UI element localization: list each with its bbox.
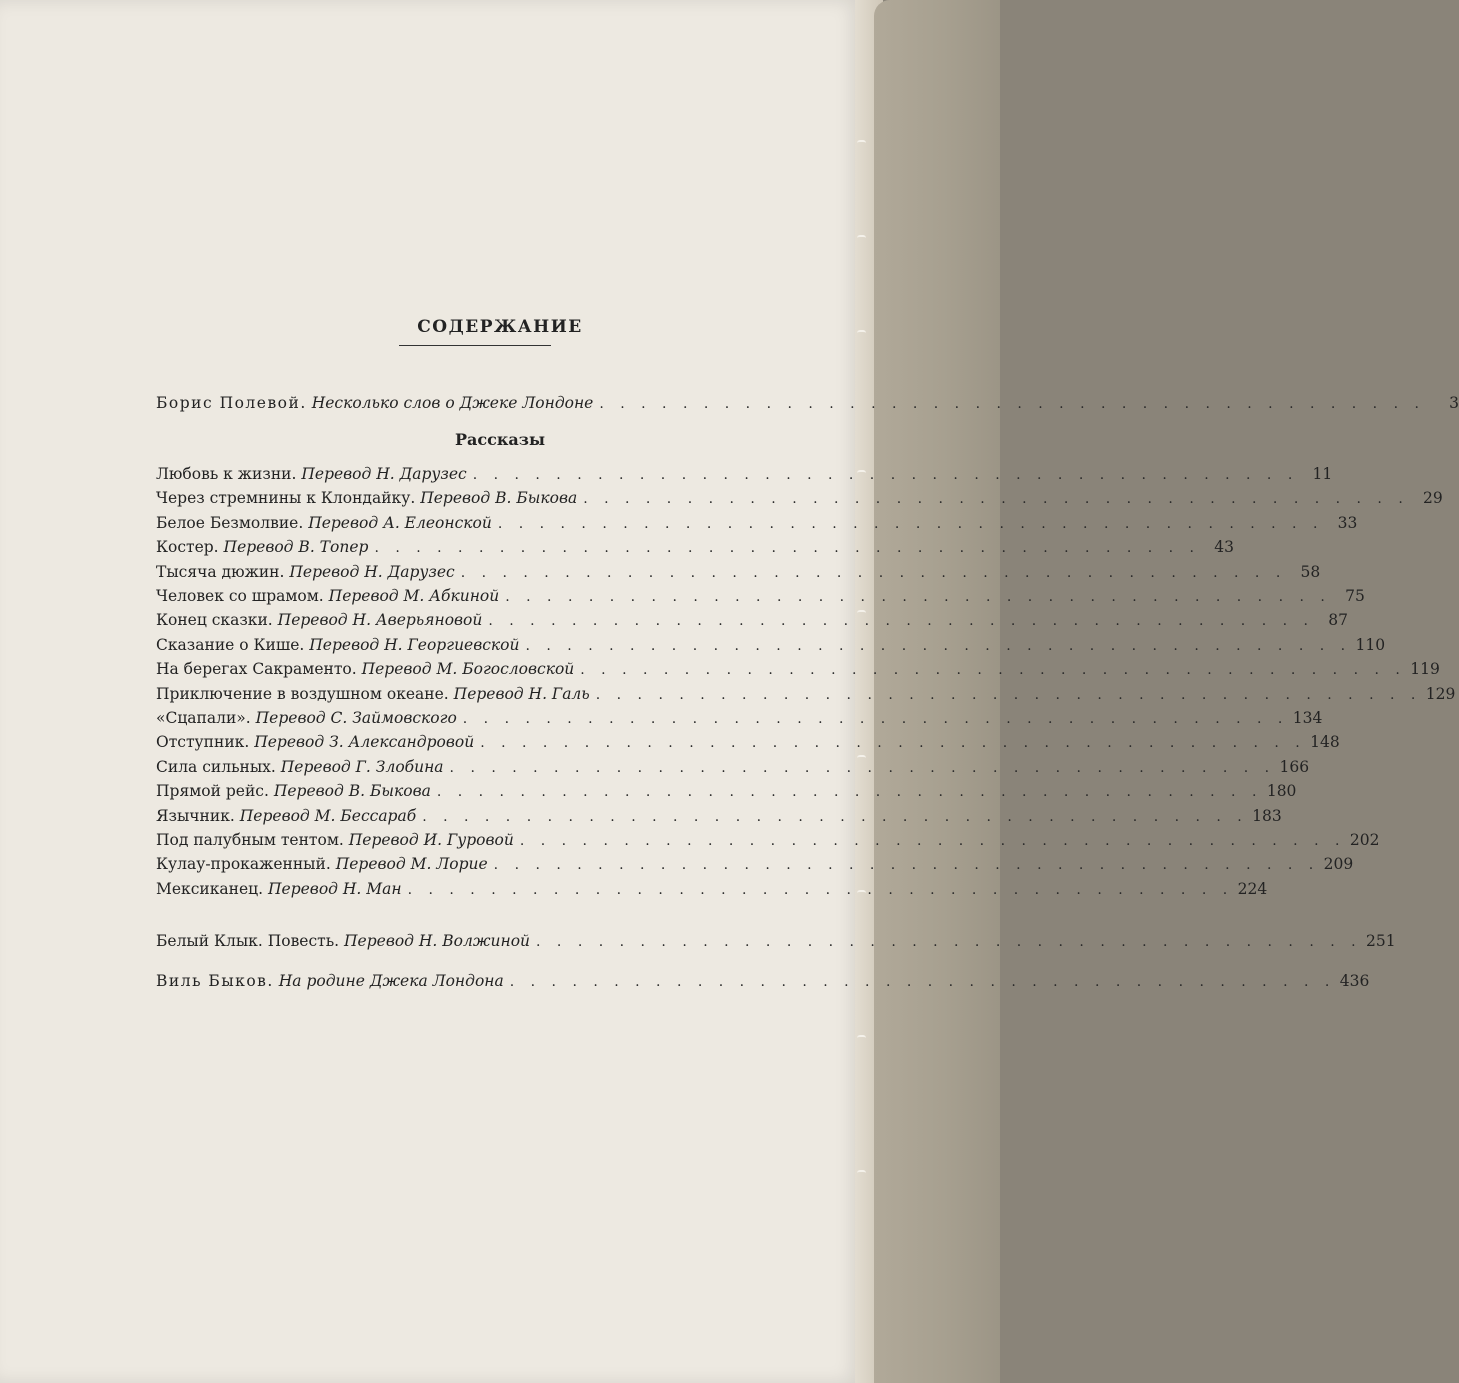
toc-entry-story (156, 660, 1440, 682)
toc-entry-story (156, 562, 1321, 585)
entry-title: Мексиканец. (156, 879, 264, 898)
entry-page: 129 (1425, 684, 1456, 703)
leader-dots: . . . . . . . . . . . . . . . . . . . . . . . . . . . . . . . . . . . . . . . . (374, 540, 1201, 557)
contents-title: СОДЕРЖАНИЕ (417, 317, 583, 337)
entry-translator: Перевод В. Топер (223, 538, 369, 557)
entry-translator: Перевод Н. Галь (453, 684, 590, 703)
toc-entry-story (156, 635, 1386, 658)
leader-dots: . . . . . . . . . . . . . . . . . . . . . . . . . . . . . . . . . . . . . . . . (493, 857, 1320, 874)
entry-page: 58 (1300, 562, 1321, 581)
entry-page: 43 (1214, 538, 1235, 557)
entry-translator: Перевод Н. Волжиной (344, 932, 531, 950)
entry-author: Виль Быков. (156, 972, 274, 990)
entry-page: 75 (1345, 587, 1365, 605)
entry-title: Тысяча дюжин. (156, 562, 285, 581)
leader-dots: . . . . . . . . . . . . . . . . . . . . . . . . . . . . . . . . . . . . . . . . (595, 686, 1422, 703)
binding-stitch (857, 1035, 866, 1041)
leader-dots: . . . . . . . . . . . . . . . . . . . . . . . . . . . . . . . . . . . . . . . . (407, 881, 1234, 898)
entry-translator: Перевод С. Займовского (255, 709, 457, 727)
entry-page: 436 (1339, 972, 1370, 990)
entry-title: Конец сказки. (156, 611, 273, 630)
entry-page: 110 (1355, 635, 1386, 654)
toc-entry-story (156, 855, 1354, 877)
entry-title: Язычник. (156, 806, 235, 825)
leader-dots: . . . . . . . . . . . . . . . . . . . . . . . . . . . . . . . . . . . . . . . . (488, 613, 1314, 630)
entry-translator: Перевод А. Елеонской (308, 513, 492, 532)
entry-title: Любовь к жизни. (156, 465, 297, 483)
leader-dots: . . . . . . . . . . . . . . . . . . . . . . . . . . . . . . . . . . . . . . . . (422, 808, 1248, 825)
entry-translator: Перевод М. Богословской (361, 660, 575, 679)
entry-page: 209 (1323, 855, 1354, 874)
entry-page: 202 (1349, 831, 1380, 849)
leader-dots: . . . . . . . . . . . . . . . . . . . . . . . . . . . . . . . . . . . . . . . . (436, 784, 1263, 801)
entry-title: Несколько слов о Джеке Лондоне (311, 394, 594, 412)
entry-translator: Перевод Н. Аверьяновой (277, 611, 483, 630)
entry-page: 119 (1410, 660, 1440, 679)
leader-dots: . . . . . . . . . . . . . . . . . . . . . . . . . . . . . . . . . . . . . . . . (505, 589, 1331, 605)
toc-entry-story (156, 513, 1358, 536)
toc-entry-story (156, 733, 1340, 755)
toc-entry-story (156, 489, 1443, 511)
leader-dots: . . . . . . . . . . . . . . . . . . . . . . . . . . . . . . . . . . . . . . . . (460, 564, 1287, 581)
entry-page: 134 (1292, 709, 1323, 727)
toc-entry-novel (156, 932, 1396, 954)
leader-dots: . . . . . . . . . . . . . . . . . . . . . . . . . . . . . . . . . . . . . . . . (580, 662, 1406, 679)
toc-entry-story (156, 684, 1456, 707)
entry-page: 148 (1310, 733, 1340, 752)
toc-entry-afterword (156, 972, 1370, 994)
entry-translator: Перевод Н. Дарузес (289, 562, 455, 581)
entry-author: Борис Полевой. (156, 394, 307, 412)
entry-title: Белое Безмолвие. (156, 513, 304, 532)
toc-entry-story (156, 709, 1323, 731)
entry-translator: Перевод Н. Дарузес (301, 465, 467, 483)
leader-dots: . . . . . . . . . . . . . . . . . . . . . . . . . . . . . . . . . . . . . . . . (472, 467, 1299, 483)
leader-dots: . . . . . . . . . . . . . . . . . . . . . . . . . . . . . . . . . . . . . . . . (519, 833, 1346, 849)
toc-entry-story (156, 587, 1365, 609)
binding-stitch (857, 1170, 866, 1176)
leader-dots: . . . . . . . . . . . . . . . . . . . . . . . . . . . . . . . . . . . . . . . . (497, 515, 1324, 532)
leader-dots: . . . . . . . . . . . . . . . . . . . . . . . . . . . . . . . . . . . . . . . . (449, 759, 1276, 776)
binding-stitch (857, 235, 866, 241)
toc-entry-story (156, 782, 1297, 804)
entry-page: 183 (1252, 806, 1282, 825)
entry-translator: Перевод И. Гуровой (348, 831, 514, 849)
entry-title: Приключение в воздушном океане. (156, 684, 449, 703)
toc-entry-intro (156, 394, 1459, 416)
toc-entry-story (156, 611, 1348, 633)
entry-page: 166 (1279, 757, 1310, 776)
entry-page: 33 (1337, 513, 1358, 532)
entry-title: На родине Джека Лондона (278, 972, 504, 990)
toc-entry-story (156, 465, 1333, 487)
entry-page: 180 (1266, 782, 1297, 801)
entry-translator: Перевод Г. Злобина (280, 757, 444, 776)
entry-title: Белый Клык. Повесть. (156, 932, 340, 950)
leader-dots: . . . . . . . . . . . . . . . . . . . . . . . . . . . . . . . . . . . . . . . . (536, 934, 1362, 950)
entry-title: Через стремнины к Клондайку. (156, 489, 416, 508)
entry-translator: Перевод Н. Ман (268, 879, 402, 898)
entry-translator: Перевод В. Быкова (420, 489, 578, 508)
entry-page: 11 (1312, 465, 1333, 483)
entry-page: 29 (1423, 489, 1443, 508)
entry-title: На берегах Сакраменто. (156, 660, 357, 679)
entry-title: Прямой рейс. (156, 782, 269, 801)
entry-title: Кулау-прокаженный. (156, 855, 331, 874)
toc-entry-story (156, 806, 1282, 829)
entry-translator: Перевод Н. Георгиевской (309, 635, 520, 654)
leader-dots: . . . . . . . . . . . . . . . . . . . . . . . . . . . . . . . . . . . . . . . . (480, 735, 1306, 752)
entry-title: Сказание о Кише. (156, 635, 305, 654)
entry-translator: Перевод В. Быкова (273, 782, 431, 801)
toc-entry-story (156, 757, 1310, 780)
entry-title: «Сцапали». (156, 709, 251, 727)
entry-title: Человек со шрамом. (156, 587, 324, 605)
entry-translator: Перевод М. Бессараб (239, 806, 417, 825)
entry-title: Под палубным тентом. (156, 831, 344, 849)
entry-translator: Перевод М. Лорие (335, 855, 488, 874)
toc-entry-story (156, 538, 1235, 560)
leader-dots: . . . . . . . . . . . . . . . . . . . . . . . . . . . . . . . . . . . . . . . . (509, 974, 1336, 990)
title-underline (399, 345, 551, 346)
entry-translator: Перевод З. Александровой (254, 733, 475, 752)
toc-entry-story (156, 831, 1380, 853)
toc-entry-story (156, 879, 1268, 902)
entry-page: 87 (1328, 611, 1348, 630)
leader-dots: . . . . . . . . . . . . . . . . . . . . . . . . . . . . . . . . . . . . . . . . (599, 396, 1425, 412)
entry-page: 3 (1449, 394, 1459, 412)
entry-title: Костер. (156, 538, 219, 557)
entry-page: 224 (1237, 879, 1268, 898)
entry-translator: Перевод М. Абкиной (328, 587, 500, 605)
entry-title: Отступник. (156, 733, 250, 752)
leader-dots: . . . . . . . . . . . . . . . . . . . . . . . . . . . . . . . . . . . . . . . . (462, 711, 1289, 727)
section-title: Рассказы (454, 430, 546, 449)
binding-stitch (857, 140, 866, 146)
leader-dots: . . . . . . . . . . . . . . . . . . . . . . . . . . . . . . . . . . . . . . . . (525, 637, 1352, 654)
entry-page: 251 (1366, 932, 1396, 950)
leader-dots: . . . . . . . . . . . . . . . . . . . . . . . . . . . . . . . . . . . . . . . . (583, 491, 1409, 508)
entry-title: Сила сильных. (156, 757, 276, 776)
